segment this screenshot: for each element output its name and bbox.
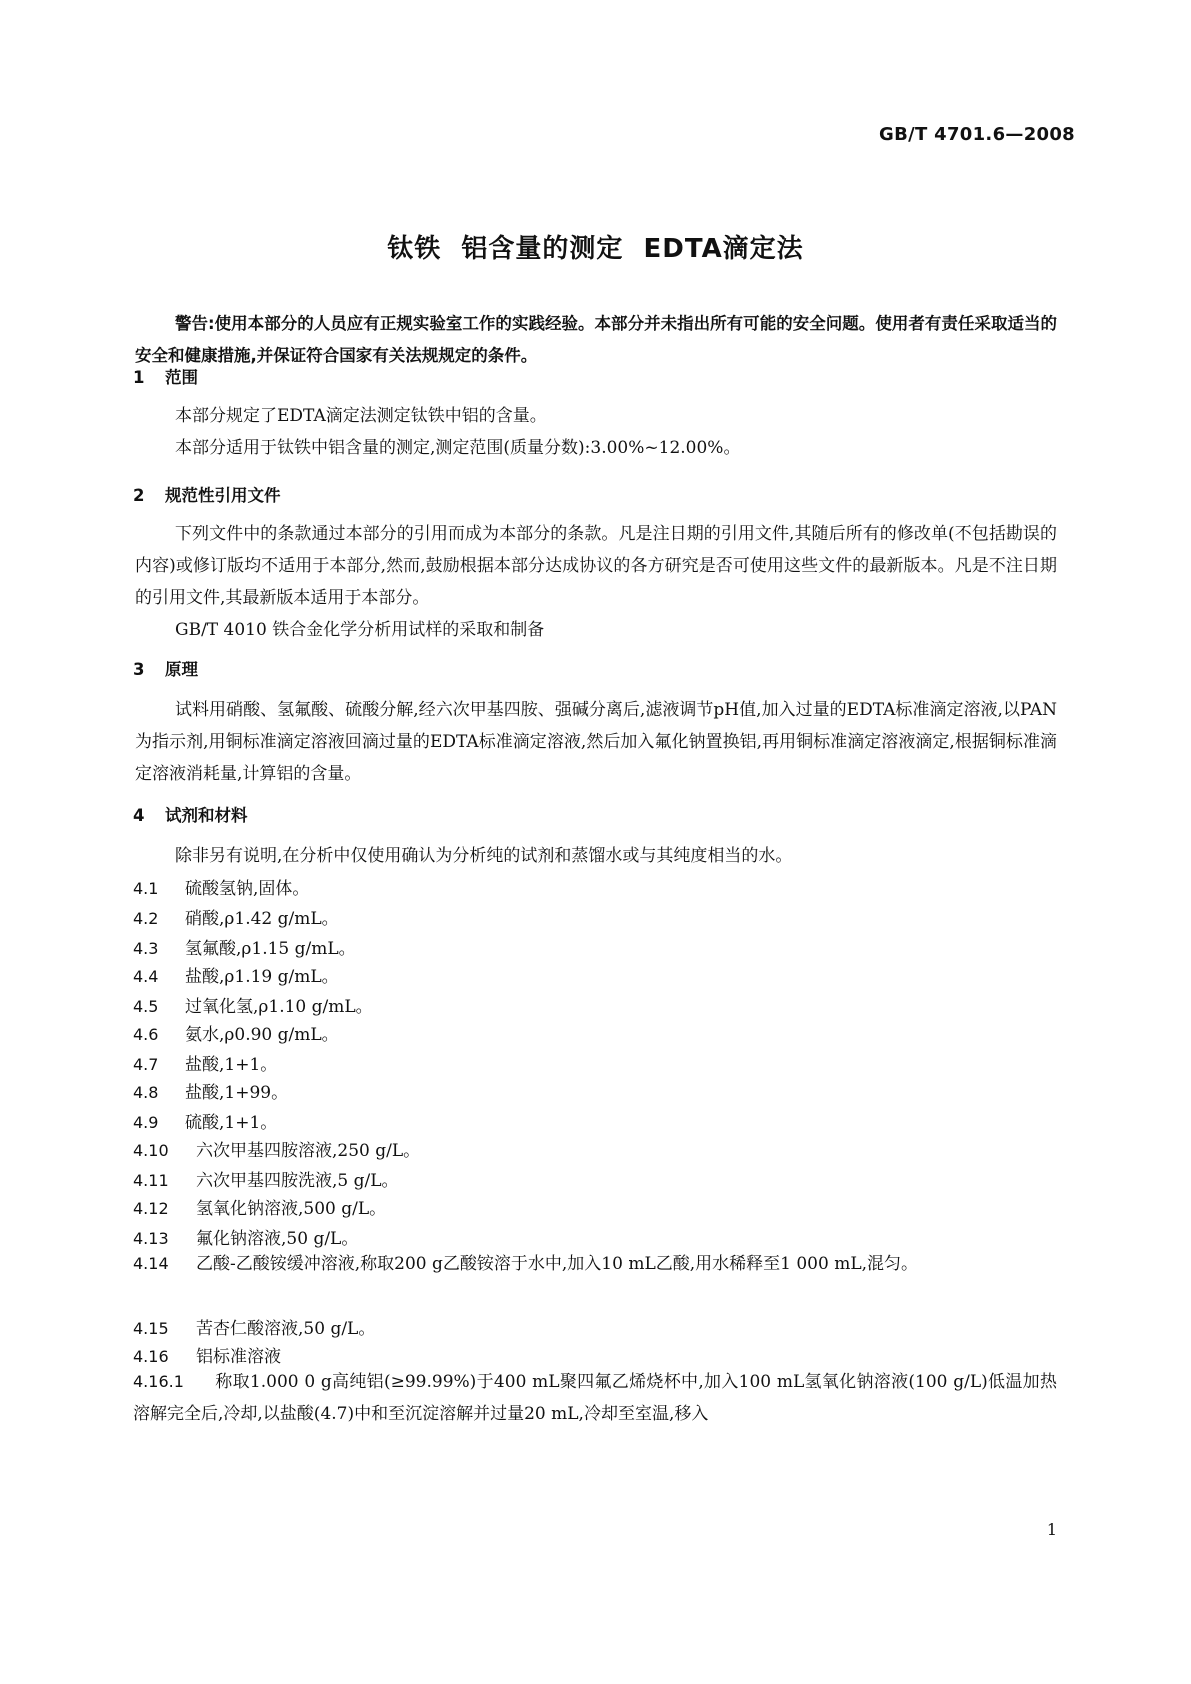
list-item <box>133 1194 386 1219</box>
section-number: 2 <box>133 486 145 505</box>
item-number: 4.6 <box>133 1025 159 1044</box>
item-text: 硝酸,ρ1.42 g/mL。 <box>185 909 339 929</box>
list-item <box>133 992 373 1017</box>
list-item <box>133 934 356 959</box>
list-item <box>133 1020 339 1045</box>
item-number: 4.4 <box>133 967 159 986</box>
list-item <box>133 1136 420 1161</box>
page-number: 1 <box>1046 1520 1057 1539</box>
list-item <box>133 1342 281 1367</box>
document-title: 钛铁 铝含量的测定 EDTA滴定法 <box>387 234 804 264</box>
item-number: 4.3 <box>133 939 159 958</box>
list-item <box>133 1248 1057 1280</box>
item-text: 氨水,ρ0.90 g/mL。 <box>185 1025 339 1045</box>
list-item <box>133 874 309 899</box>
paragraph: 本部分适用于钛铁中铝含量的测定,测定范围(质量分数):3.00%~12.00%。 <box>175 438 741 458</box>
item-text: 乙酸-乙酸铵缓冲溶液,称取200 g乙酸铵溶于水中,加入10 mL乙酸,用水稀释至1 000 mL,混匀。 <box>196 1254 919 1274</box>
section-number: 1 <box>133 368 145 387</box>
item-number: 4.11 <box>133 1171 169 1190</box>
item-text: 过氧化氢,ρ1.10 g/mL。 <box>185 997 373 1017</box>
list-item <box>133 1224 358 1249</box>
section-number: 3 <box>133 660 145 679</box>
list-item <box>133 1314 375 1339</box>
item-number: 4.5 <box>133 997 159 1016</box>
reference-item: GB/T 4010 铁合金化学分析用试样的采取和制备 <box>175 620 545 640</box>
item-text: 氢氟酸,ρ1.15 g/mL。 <box>185 939 356 959</box>
item-text: 硫酸,1+1。 <box>185 1113 278 1133</box>
item-number: 4.14 <box>133 1254 169 1273</box>
item-number: 4.8 <box>133 1083 159 1102</box>
list-item <box>133 1108 277 1133</box>
section-title: 范围 <box>165 368 198 387</box>
item-number: 4.12 <box>133 1199 169 1218</box>
section-number: 4 <box>133 806 145 825</box>
section-1-heading <box>133 364 198 388</box>
list-item <box>133 1166 399 1191</box>
section-4-heading <box>133 802 248 826</box>
section-title: 规范性引用文件 <box>165 486 281 505</box>
item-text: 六次甲基四胺溶液,250 g/L。 <box>196 1141 421 1161</box>
item-text: 氢氧化钠溶液,500 g/L。 <box>196 1199 387 1219</box>
item-text: 盐酸,ρ1.19 g/mL。 <box>185 967 339 987</box>
item-number: 4.1 <box>133 879 159 898</box>
item-text: 盐酸,1+1。 <box>185 1055 278 1075</box>
standard-code: GB/T 4701.6—2008 <box>879 124 1075 145</box>
item-text: 盐酸,1+99。 <box>185 1083 289 1103</box>
item-number: 4.13 <box>133 1229 169 1248</box>
item-number: 4.16.1 <box>133 1372 184 1391</box>
paragraph: 下列文件中的条款通过本部分的引用而成为本部分的条款。凡是注日期的引用文件,其随后所有的修改单(不包括勘误的内容)或修订版均不适用于本部分,然而,鼓励根据本部分达成协议的各方研究是否可使用这些文件的最新版本。凡是不注日期的引用文件,其最新版本适用于本部分。 <box>135 524 1057 608</box>
item-text: 硫酸氢钠,固体。 <box>185 879 310 899</box>
section-title: 试剂和材料 <box>165 806 248 825</box>
list-item <box>133 1078 288 1103</box>
item-text: 称取1.000 0 g高纯铝(≥99.99%)于400 mL聚四氟乙烯烧杯中,加入100 mL氢氧化钠溶液(100 g/L)低温加热溶解完全后,冷却,以盐酸(4.7)中和至沉淀溶解并过量20 mL,冷却至室温,移入 <box>133 1372 1057 1424</box>
item-text: 铝标准溶液 <box>196 1347 281 1367</box>
paragraph: 试料用硝酸、氢氟酸、硫酸分解,经六次甲基四胺、强碱分离后,滤液调节pH值,加入过量的EDTA标准滴定溶液,以PAN为指示剂,用铜标准滴定溶液回滴过量的EDTA标准滴定溶液,然后加入氟化钠置换铝,再用铜标准滴定溶液滴定,根据铜标准滴定溶液消耗量,计算铝的含量。 <box>135 700 1057 784</box>
item-number: 4.16 <box>133 1347 169 1366</box>
item-text: 苦杏仁酸溶液,50 g/L。 <box>196 1319 376 1339</box>
item-number: 4.7 <box>133 1055 159 1074</box>
list-item <box>133 904 339 929</box>
list-item <box>133 962 339 987</box>
paragraph: 除非另有说明,在分析中仅使用确认为分析纯的试剂和蒸馏水或与其纯度相当的水。 <box>175 846 793 866</box>
item-number: 4.2 <box>133 909 159 928</box>
section-2-heading <box>133 482 281 506</box>
item-text: 氟化钠溶液,50 g/L。 <box>196 1229 359 1249</box>
list-item <box>133 1366 1057 1430</box>
warning-notice: 警告:使用本部分的人员应有正规实验室工作的实践经验。本部分并未指出所有可能的安全问题。使用者有责任采取适当的安全和健康措施,并保证符合国家有关法规规定的条件。 <box>135 314 1057 365</box>
paragraph: 本部分规定了EDTA滴定法测定钛铁中铝的含量。 <box>175 406 547 426</box>
item-number: 4.9 <box>133 1113 159 1132</box>
section-title: 原理 <box>165 660 198 679</box>
list-item <box>133 1050 277 1075</box>
section-3-heading <box>133 656 198 680</box>
item-text: 六次甲基四胺洗液,5 g/L。 <box>196 1171 399 1191</box>
item-number: 4.10 <box>133 1141 169 1160</box>
item-number: 4.15 <box>133 1319 169 1338</box>
